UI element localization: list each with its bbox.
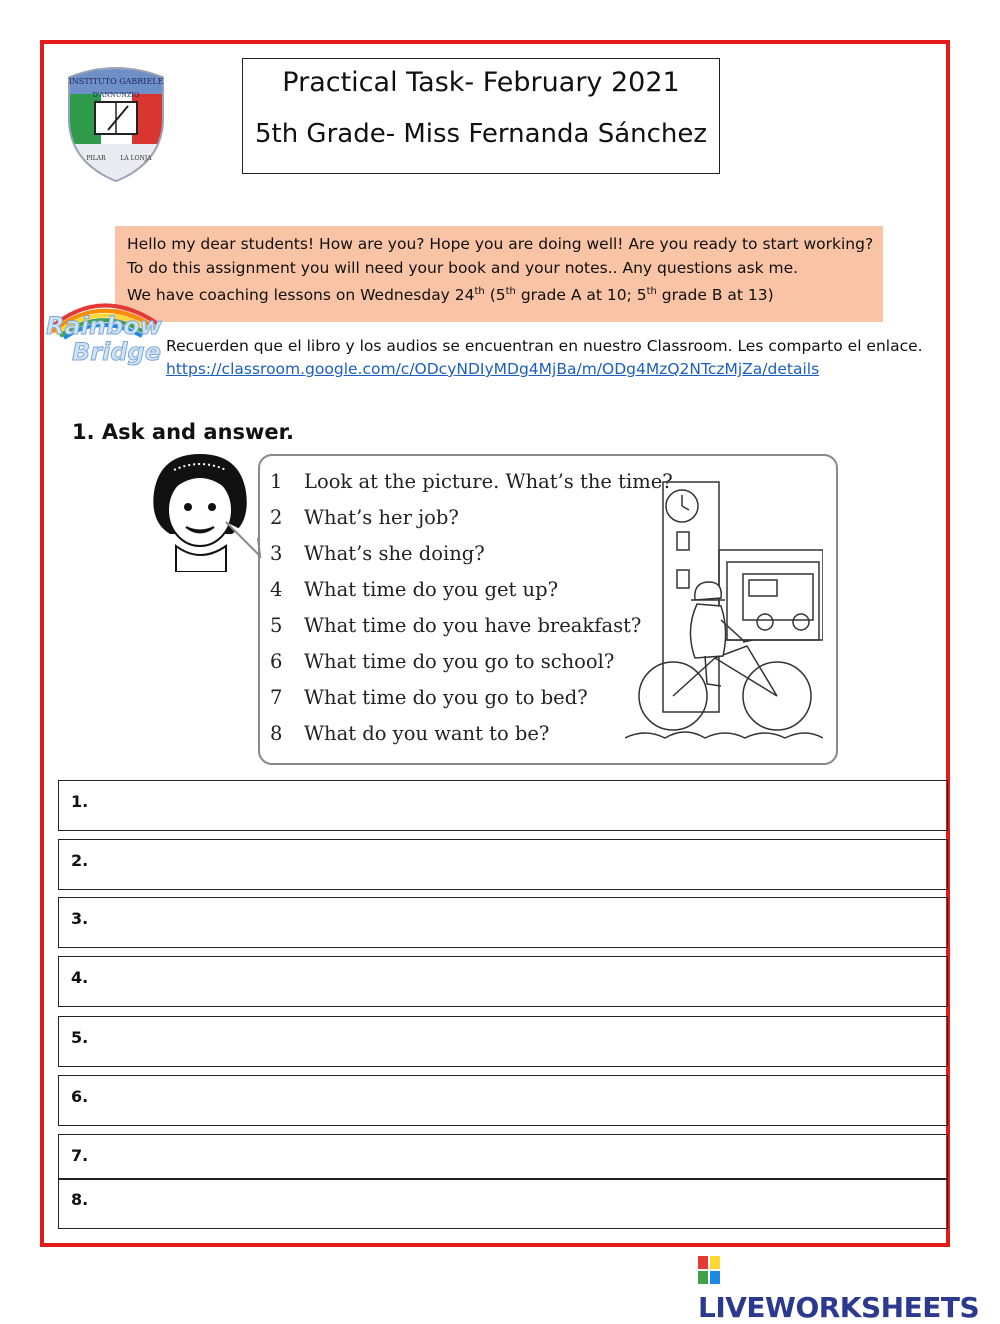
notice-line-2: To do this assignment you will need your book and your notes.. Any questions ask me. [127, 259, 799, 277]
answer-label: 3. [71, 909, 89, 928]
answer-label: 8. [71, 1190, 89, 1209]
question-item: 5 What time do you have breakfast? [270, 614, 642, 637]
question-item: 6 What time do you go to school? [270, 650, 615, 673]
title-box [242, 58, 720, 174]
answer-label: 2. [71, 851, 89, 870]
question-item: 4 What time do you get up? [270, 578, 559, 601]
crest-bottom-left: PILAR [86, 155, 106, 162]
page-subtitle: 5th Grade- Miss Fernanda Sánchez [254, 119, 708, 149]
crest-middle-text: D'ANNUNZIO [92, 91, 140, 99]
rainbow-bridge-logo [40, 290, 168, 366]
page-title: Practical Task- February 2021 [282, 67, 680, 98]
liveworksheets-text: LIVEWORKSHEETS [698, 1290, 980, 1324]
answer-field[interactable] [58, 1134, 948, 1180]
answer-field[interactable] [58, 897, 948, 948]
question-item: 2 What’s her job? [270, 506, 459, 529]
question-item: 1 Look at the picture. What’s the time? [270, 470, 673, 493]
school-crest-logo [62, 64, 170, 182]
answer-field[interactable] [58, 1178, 948, 1229]
classroom-note: Recuerden que el libro y los audios se encuentran en nuestro Classroom. Les comparto el enlace. [166, 337, 923, 355]
answer-field[interactable] [58, 1016, 948, 1067]
answer-label: 7. [71, 1146, 89, 1165]
rainbow-logo-line1: Rainbow [46, 312, 162, 340]
liveworksheets-brand [698, 1255, 1000, 1324]
section-title: 1. Ask and answer. [72, 420, 294, 444]
firefighter-bicycle-illustration [625, 470, 823, 755]
crest-bottom-right: LA LONJA [120, 155, 152, 162]
answer-field[interactable] [58, 1075, 948, 1126]
question-item: 3 What’s she doing? [270, 542, 485, 565]
answer-label: 4. [71, 968, 89, 987]
answer-label: 5. [71, 1028, 89, 1047]
question-item: 7 What time do you go to bed? [270, 686, 588, 709]
question-item: 8 What do you want to be? [270, 722, 550, 745]
notice-line-3: We have coaching lessons on Wednesday 24th (5th grade A at 10; 5th grade B at 13) [127, 286, 774, 305]
teacher-notice [115, 226, 883, 322]
notice-line-1: Hello my dear students! How are you? Hope you are doing well! Are you ready to start working? [127, 235, 874, 253]
crest-top-text: INSTITUTO GABRIELE [68, 77, 164, 86]
liveworksheets-icon [698, 1256, 720, 1291]
answer-label: 1. [71, 792, 89, 811]
answer-label: 6. [71, 1087, 89, 1106]
classroom-link[interactable]: https://classroom.google.com/c/ODcyNDIyMDg4MjBa/m/ODg4MzQ2NTczMjZa/details [166, 360, 820, 378]
answer-field[interactable] [58, 780, 948, 831]
rainbow-logo-line2: Bridge [72, 338, 161, 366]
answer-field[interactable] [58, 956, 948, 1007]
answer-field[interactable] [58, 839, 948, 890]
